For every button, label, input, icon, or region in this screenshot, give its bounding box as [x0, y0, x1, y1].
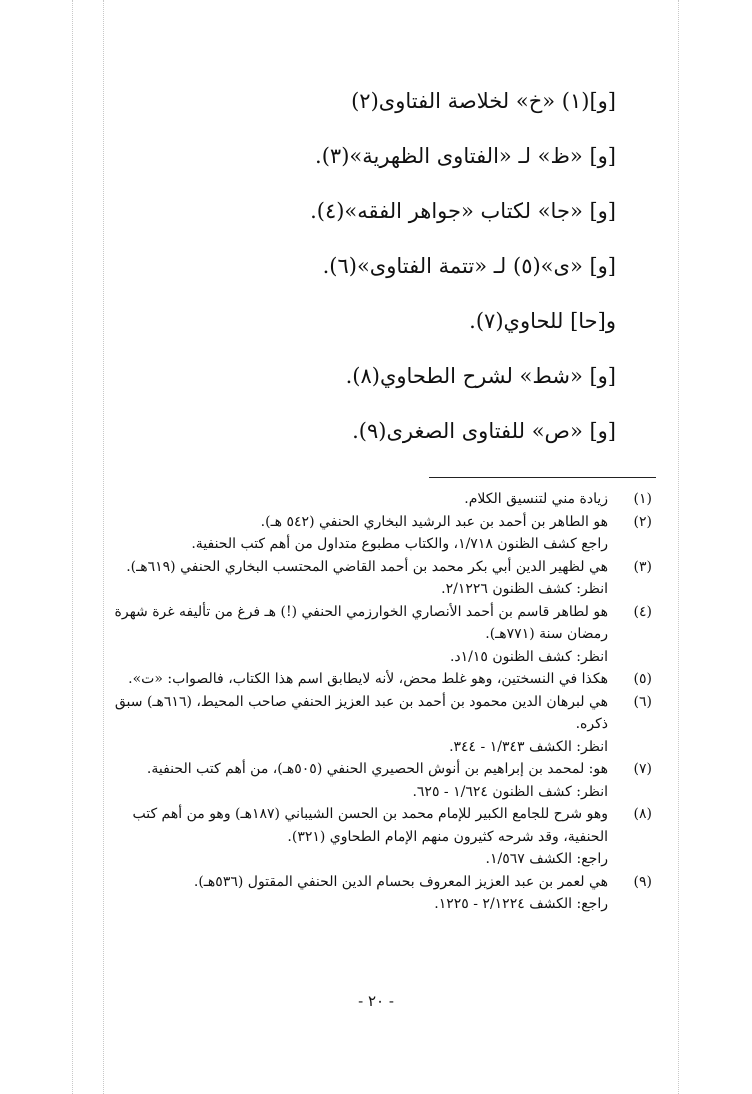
footnote: [82, 758, 652, 803]
abbreviation-line: [و] «جا» لكتاب «جواهر الفقه»(٤).: [310, 199, 616, 223]
footnote-text: هكذا في النسختين، وهو غلط محض، لأنه لايطابق اسم هذا الكتاب، فالصواب: «ت».: [128, 671, 608, 687]
footnote-text: انظر: كشف الظنون ١/٦٢٤ - ٦٢٥.: [412, 783, 608, 800]
footnote: [82, 871, 652, 916]
footnote-text: هي لظهير الدين أبي بكر محمد بن أحمد القاضي المحتسب البخاري الحنفي (٦١٩هـ).: [126, 558, 608, 575]
abbreviation-line: [و] «شط» لشرح الطحاوي(٨).: [345, 364, 616, 388]
footnote-number: (٤): [633, 603, 652, 620]
abbreviation-list: [136, 86, 616, 471]
footnote-number: (٧): [633, 761, 652, 777]
abbreviation-line: و[حا] للحاوي(٧).: [469, 309, 616, 333]
footnote-number: (٢): [633, 513, 652, 530]
footnote-text: هي لبرهان الدين محمود بن أحمد بن عبد العزيز الحنفي صاحب المحيط، (٦١٦هـ) سبق: [114, 693, 608, 710]
footnote-text: انظر: الكشف ١/٣٤٣ - ٣٤٤.: [449, 738, 608, 755]
footnote-number: (١): [633, 491, 652, 507]
footnote-number: (٥): [633, 671, 652, 687]
footnote: [82, 668, 652, 691]
footnotes: [82, 488, 652, 916]
footnote-text: راجع: الكشف ١/٥٦٧.: [485, 851, 608, 867]
footnote: [82, 803, 652, 871]
footnote-text: انظر: كشف الظنون ١/١٥د.: [449, 648, 608, 665]
abbreviation-line: [و] «ى»(٥) لـ «تتمة الفتاوى»(٦).: [322, 254, 616, 278]
footnote-number: (٦): [633, 693, 652, 710]
footnote-number: (٨): [633, 806, 652, 822]
page-number: - ٢٠ -: [358, 992, 394, 1010]
abbreviation-line: [و](١) «خ» لخلاصة الفتاوى(٢): [351, 89, 616, 113]
footnote-text: راجع كشف الظنون ١/٧١٨، والكتاب مطبوع متداول من أهم كتب الحنفية.: [191, 536, 608, 552]
footnote-text: راجع: الكشف ٢/١٢٢٤ - ١٢٢٥.: [434, 896, 608, 912]
footnote: [82, 601, 652, 669]
margin-guide-left: [72, 0, 73, 1094]
footnote-separator: [429, 477, 656, 478]
footnote-text: هو الطاهر بن أحمد بن عبد الرشيد البخاري الحنفي (٥٤٢ هـ).: [260, 513, 608, 530]
margin-guide-right: [678, 0, 679, 1094]
footnote-text: ذكره.: [575, 716, 608, 732]
abbreviation-line: [و] «ص» للفتاوى الصغرى(٩).: [352, 419, 616, 443]
abbreviation-line: [و] «ظ» لـ «الفتاوى الظهرية»(٣).: [315, 144, 616, 168]
footnote-text: هي لعمر بن عبد العزيز المعروف بحسام الدين الحنفي المقتول (٥٣٦هـ).: [193, 873, 608, 890]
footnote-number: (٩): [633, 873, 652, 890]
footnote: [82, 511, 652, 556]
footnote: [82, 488, 652, 511]
footnote-text: هو لطاهر قاسم بن أحمد الأنصاري الخوارزمي الحنفي (!) هـ فرغ من تأليفه غرة شهرة: [114, 603, 608, 620]
footnote-text: الحنفية، وقد شرحه كثيرون منهم الإمام الطحاوي (٣٢١).: [287, 828, 608, 845]
footnote-text: زيادة مني لتنسيق الكلام.: [464, 491, 608, 507]
footnote-text: هو: لمحمد بن إبراهيم بن أنوش الحصيري الحنفي (٥٠٥هـ)، من أهم كتب الحنفية.: [146, 761, 608, 777]
footnote-number: (٣): [633, 558, 652, 575]
footnote-text: رمضان سنة (٧٧١هـ).: [485, 626, 608, 642]
footnote: [82, 556, 652, 601]
footnote-text: وهو شرح للجامع الكبير للإمام محمد بن الحسن الشيباني (١٨٧هـ) وهو من أهم كتب: [132, 806, 608, 822]
footnote: [82, 691, 652, 759]
footnote-text: انظر: كشف الظنون ٢/١٢٢٦.: [441, 581, 608, 597]
